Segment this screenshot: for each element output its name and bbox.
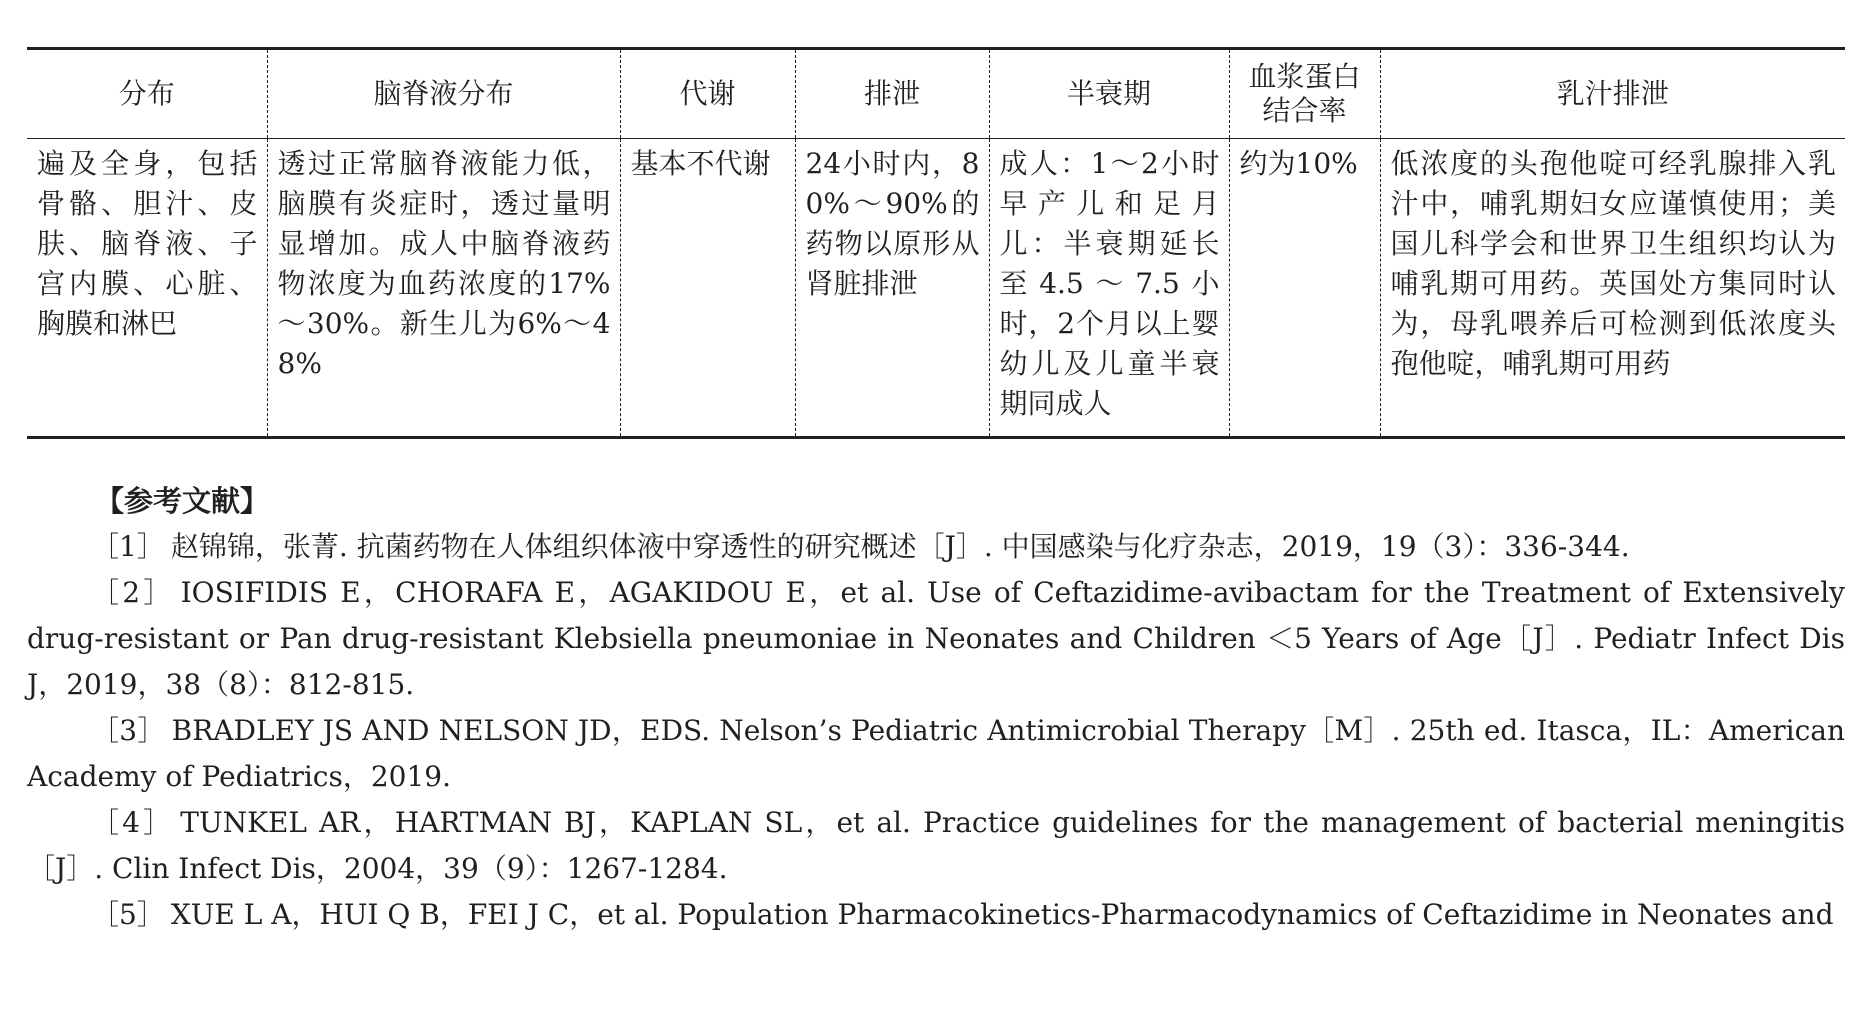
- reference-item: [27, 892, 1845, 938]
- reference-item: [27, 524, 1845, 570]
- table-row: [27, 139, 1845, 438]
- table-header-row: [27, 49, 1845, 139]
- header-csf-distribution: 脑脊液分布: [267, 49, 620, 139]
- cell-csf-distribution: 透过正常脑脊液能力低，脑膜有炎症时，透过量明显增加。成人中脑脊液药物浓度为血药浓度的17%～30%。新生儿为6%～48%: [267, 139, 620, 438]
- references-section: [27, 478, 1845, 938]
- table-header: [27, 49, 1845, 139]
- cell-excretion: 24小时内，80%～90%的药物以原形从肾脏排泄: [795, 139, 989, 438]
- pharmacokinetics-table-container: [27, 47, 1845, 439]
- reference-number: ［2］: [91, 576, 175, 609]
- reference-text: XUE L A，HUI Q B，FEI J C，et al. Population Pharmacokinetics-Pharmacodynamics of Ceftazidime in Neonates and: [170, 898, 1834, 931]
- cell-protein-binding: 约为10%: [1229, 139, 1380, 438]
- reference-text: 赵锦锦，张菁. 抗菌药物在人体组织体液中穿透性的研究概述［J］. 中国感染与化疗杂志，2019，19（3）：336-344.: [170, 530, 1630, 563]
- reference-number: ［4］: [91, 806, 175, 839]
- header-distribution: 分布: [27, 49, 267, 139]
- header-metabolism: 代谢: [620, 49, 795, 139]
- reference-item: [27, 570, 1845, 708]
- reference-number: ［1］: [91, 530, 165, 563]
- header-half-life: 半衰期: [989, 49, 1229, 139]
- cell-distribution: 遍及全身，包括骨骼、胆汁、皮肤、脑脊液、子宫内膜、心脏、胸膜和淋巴: [27, 139, 267, 438]
- header-excretion: 排泄: [795, 49, 989, 139]
- reference-item: [27, 708, 1845, 800]
- reference-number: ［3］: [91, 714, 166, 747]
- reference-text: BRADLEY JS AND NELSON JD，EDS. Nelson’s Pediatric Antimicrobial Therapy［M］. 25th ed. Itasca，IL：American Academy of Pediatrics，2019.: [27, 714, 1845, 793]
- pharmacokinetics-table: [27, 47, 1845, 439]
- header-protein-binding: 血浆蛋白结合率: [1229, 49, 1380, 139]
- header-breast-milk-excretion: 乳汁排泄: [1556, 77, 1669, 110]
- cell-half-life: 成人：1～2小时早产儿和足月儿：半衰期延长至4.5～7.5小时，2个月以上婴幼儿及儿童半衰期同成人: [989, 139, 1229, 438]
- reference-text: TUNKEL AR，HARTMAN BJ，KAPLAN SL，et al. Practice guidelines for the management of bacterial meningitis［J］. Clin Infect Dis，2004，39（9）：1267-1284.: [27, 806, 1845, 885]
- reference-item: [27, 800, 1845, 892]
- reference-text: IOSIFIDIS E，CHORAFA E，AGAKIDOU E，et al. Use of Ceftazidime-avibactam for the Treatment of Extensively drug-resistant or Pan drug-resistant Klebsiella pneumoniae in Neonates and Children ＜5 Years of Age［J］. Pediatr Infect Dis J，2019，38（8）：812-815.: [27, 576, 1845, 701]
- reference-number: ［5］: [91, 898, 165, 931]
- cell-metabolism: 基本不代谢: [620, 139, 795, 438]
- references-heading: 【参考文献】: [95, 484, 270, 518]
- table-body: [27, 139, 1845, 438]
- cell-breast-milk-excretion: 低浓度的头孢他啶可经乳腺排入乳汁中，哺乳期妇女应谨慎使用；美国儿科学会和世界卫生组织均认为哺乳期可用药。英国处方集同时认为，母乳喂养后可检测到低浓度头孢他啶，哺乳期可用药: [1390, 147, 1836, 380]
